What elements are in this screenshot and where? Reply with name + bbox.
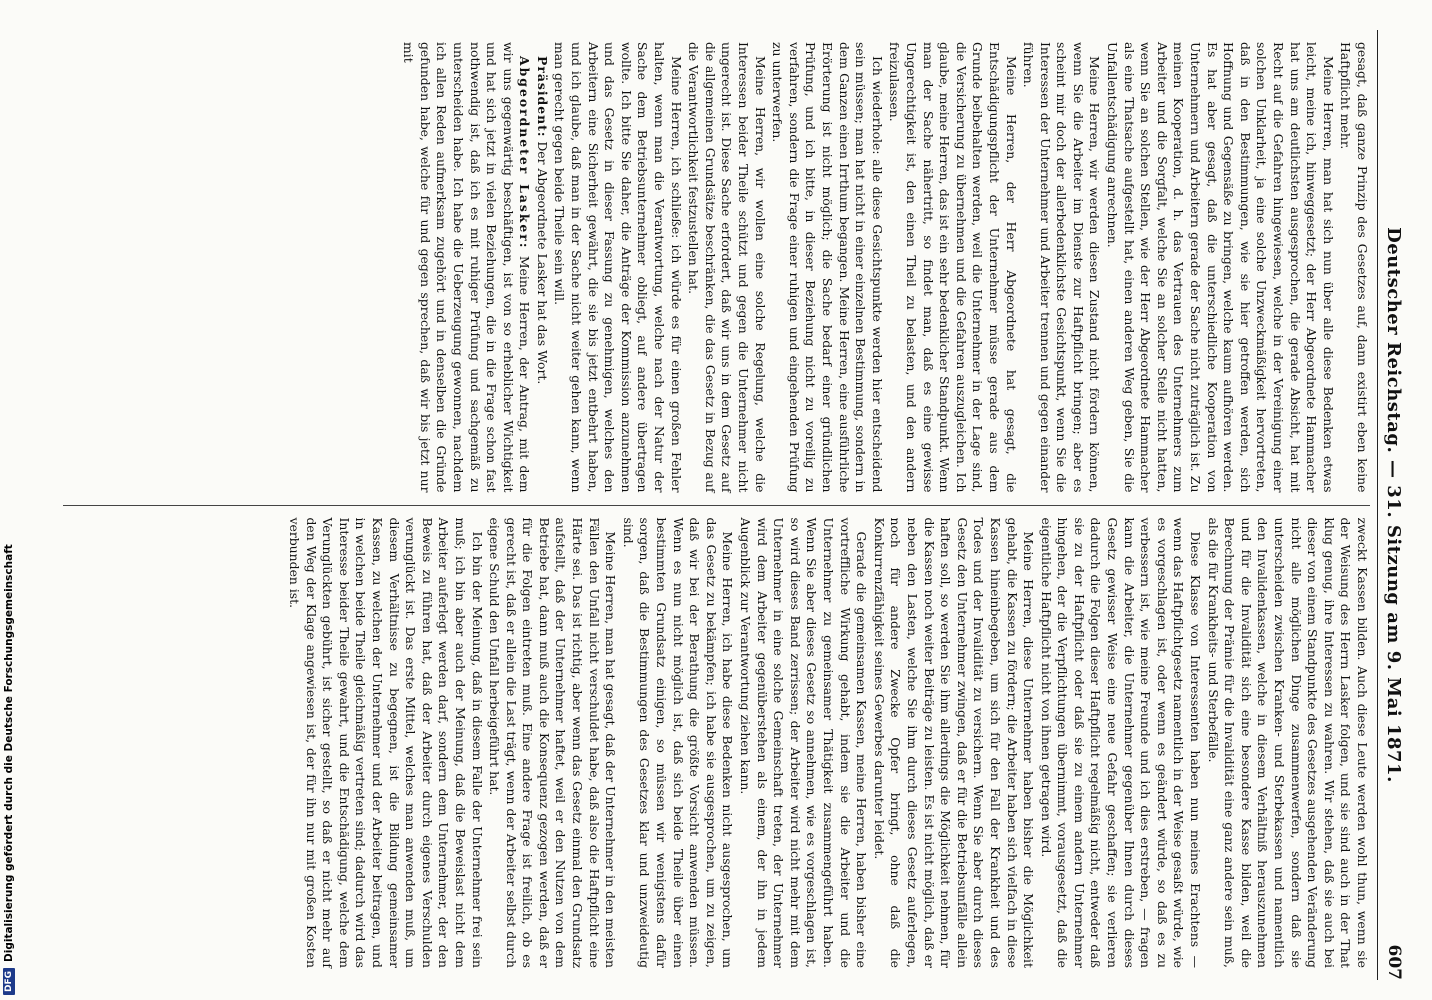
paragraph: Ich bin der Meinung, daß in diesem Falle der Unternehmer frei sein muß; ich bin aber auch der Meinung, daß die Beweislast nicht dem Arbeiter auferlegt werden darf, sondern dem Unternehmer, der den Beweis zu führen hat, daß der Arbeiter durch eigenes Verschulden verunglückt ist. Das erste Mittel, welches man anwenden muß, um diesem Verhältnisse zu begegnen, ist die Bildung gemeinsamer Kassen, zu welchen der Unternehmer und der Arbeiter beitragen, und in welchen beide Theile gleichmäßig vertreten sind; dadurch wird das Interesse beider Theile gewahrt, und die Entschädigung, welche dem Verunglückten gebührt, ist sicher gestellt, so daß er nicht mehr auf den Weg der Klage angewiesen ist, der für ihn nur mit großen Kosten verbunden ist. <box>287 517 485 968</box>
next-speaker-label: Abgeordneter Lasker: <box>517 56 533 250</box>
paragraph: Meine Herren, wir werden diesen Zustand nicht fördern können, wenn Sie die Arbeiter im Dienste zur Haftpflicht bringen; aber es scheint mir doch der allerbedenklichste Gesichtspunkt, wenn Sie die Interessen der Unternehmer und Arbeiter trennen und gegen einander führen. <box>1021 42 1103 493</box>
page-header <box>1377 30 1410 980</box>
speaker-label: Präsident: <box>534 56 550 138</box>
speaker-text: Der Abgeordnete Lasker hat das Wort. <box>534 141 550 385</box>
speaker-paragraph <box>400 42 533 493</box>
paragraph: Meine Herren, man hat gesagt, daß der Unternehmer in den meisten Fällen den Unfall nicht verschuldet habe, daß also die Haftpflicht eine Härte sei. Das ist richtig, aber wenn das Gesetz einmal den Grundsatz aufstellt, daß der Unternehmer haftet, weil er den Nutzen von dem Betriebe hat, dann muß auch die Konsequenz gezogen werden, daß er für die Folgen eintreten muß. Eine andere Frage ist freilich, ob es gerecht ist, daß er allein die Last trägt, wenn der Arbeiter selbst durch eigene Schuld den Unfall herbeigeführt hat. <box>487 517 619 968</box>
credit-text: Digitalisierung gefördert durch die Deutsche Forschungsgemeinschaft <box>3 544 15 962</box>
paragraph: Diese Klasse von Interessenten haben nun meines Erachtens — wenn das Haftpflichtgesetz namentlich in der Weise gesaßt würde, wie es vorgeschlagen ist, oder wenn es geändert würde, so daß es zu verbessern ist, wie meine Freunde und ich dies erstreben, — fragen kann die Arbeiter, die Unternehmer gegenüber Ihnen durch dieses Gesetz gewisser Weise eine neue Gefahr geschaffen; sie verlieren dadurch die Folgen dieser Haftpflicht regelmäßig nicht, entweder daß sie zu der Haftpflicht oder daß sie zu einem andern Unternehmer hingehen, der die Verpflichtungen übernimmt, vorausgesetzt, daß die eigentliche Haftpflicht nicht von ihnen getragen wird. <box>1038 517 1204 968</box>
paragraph: Meine Herren, man hat sich nun über alle diese Bedenken etwas leicht, meine ich, hinweggesetzt; der Herr Abgeordnete Hammacher hat uns am deutlichsten ausgesprochen, die gerade Absicht, hat mit Recht auf die Gefahren hingewiesen, welche in der Vereinigung einer solchen Unklarheit, ja eine solche Unzweckmäßigkeit hervortreten, daß in den Bestimmungen, wie sie hier getroffen werden, sich Hoffnung und Gegensäße zu bringen, welche kaum aufhören werden. Es hat aber gesagt, daß die unterschiedliche Kooperation von Unternehmern und Arbeitern gerade der Sache nicht zuträglich ist. Zu meinen Kooperation, d. h. das Vertrauen des Unternehmers zum Arbeiter und die Sorgfalt, welche Sie an solcher Stelle nicht hatten, wenn Sie an solchen Stellen, wie der Herr Abgeordnete Hammacher als eine Thatsache aufgestellt hat, einen anderen Weg geben, Sie die Unfallentschädigung anrechnen. <box>1105 42 1336 493</box>
dfg-logo-icon: DFG <box>3 968 15 995</box>
paragraph: Meine Herren, diese Unternehmer haben bisher die Möglichkeit gehabt, die Kassen zu fördern; die Arbeiter haben sich vielfach in diese Kassen hineinbegeben, um sich für den Fall der Krankheit und des Todes und der Invalidität zu versichern. Wenn Sie aber durch dieses Gesetz den Unternehmer zwingen, daß er für die Betriebsunfälle allein haften soll, so werden Sie ihm allerdings die Möglichkeit nehmen, für die Kassen noch weiter Beiträge zu leisten. Es ist nicht möglich, daß er neben den Lasten, welche Sie ihm durch dieses Gesetz auferlegen, noch für andere Zwecke Opfer bringt, ohne daß die Konkurrenzfähigkeit seines Gewerbes darunter leidet. <box>871 517 1037 968</box>
paragraph: Meine Herren, wir wollen eine solche Regelung, welche die Interessen beider Theile schützt und gegen die Unternehmer nicht ungerecht ist. Diese Sache erfordert, daß wir uns in dem Gesetz auf die allgemeinen Grundsätze beschränken, die das Gesetz in Bezug auf die Verantwortlichkeit festzustellen hat. <box>686 42 768 493</box>
page-number: 607 <box>1384 944 1404 980</box>
digitization-credit <box>2 544 16 995</box>
text-columns <box>63 30 1370 980</box>
next-speaker-text: Meine Herren, der Antrag, mit dem wir uns gegenwärtig beschäftigen, ist von so erheblicher Wichtigkeit und hat sich jetzt in vielen Beziehungen, die in die Frage schon fast nothwendig ist, daß ich es mit ruhiger Prüfung und sachgemäß zu unterscheiden habe. Ich habe die Ueberzeugung gewonnen, nachdem ich allen Reden aufmerksam zugehört und in denselben die Gründe gefunden habe, welche für und gegen sprechen, daß wir bis jetzt nur mit <box>401 42 533 493</box>
paragraph: Meine Herren, der Herr Abgeordnete hat gesagt, die Entschädigungspflicht der Unternehmer müsse gerade aus dem Grunde beibehalten werden, weil die Unternehmer in der Lage sind, die Versicherung zu übernehmen und die Gefahren auszugleichen. Ich glaube, meine Herren, das ist ein sehr bedenklicher Standpunkt. Wenn man der Sache nähertritt, so findet man, daß es eine gewisse Ungerechtigkeit ist, den einen Theil zu belasten, und den andern freizulassen. <box>887 42 1019 493</box>
paragraph: Ich wiederhole: alle diese Gesichtspunkte werden hier entscheidend sein müssen; man hat nicht in einer einzelnen Bestimmung, sondern in dem Ganzen einen Irrthum begangen. Meine Herren, eine ausführliche Erörterung ist nicht möglich; die Sache bedarf einer gründlichen Prüfung, und ich bitte, in dieser Beziehung nicht zu voreilig zu verfahren, sondern die Frage einer ruhigen und eingehenden Prüfung zu unterwerfen. <box>770 42 885 493</box>
paragraph: gesagt, daß ganze Prinzip des Gesetzes auf, dann existirt eben keine Haftpflicht mehr. <box>1338 42 1370 493</box>
column-left <box>63 30 1370 505</box>
running-title: Deutscher Reichstag. — 31. Sitzung am 9. Mai 1871. <box>1383 227 1405 783</box>
rotated-page-content <box>55 20 1410 990</box>
paragraph: zweckt Kassen bilden. Auch diese Leute werden wohl thun, wenn sie der Weisung des Herrn Lasker folgen, und sie sind auch in der That klug genug, ihre Interessen zu wahren. Wir stehen, daß sie auch bei dieser von einem Standpunkte des Gesetzes ausgehenden Veränderung nicht alle möglichen Dinge zusammenwerfen, sondern daß sie unterscheiden zwischen Kranken- und Sterbekassen und namentlich den Invalidenkassen, welche in diesem Verhältniß herauszunehmen und für die Invalidität sich eine besondere Kasse bilden, weil die Berechnung der Prämie für die Invalidität eine ganz andere sein muß, als die für Krankheits- und Sterbefälle. <box>1205 517 1370 968</box>
paragraph: Meine Herren, ich schließe: ich würde es für einen großen Fehler halten, wenn man die Verantwortung, welche nach der Natur der Sache dem Betriebsunternehmer obliegt, auf andere übertragen wollte. Ich bitte Sie daher, die Anträge der Kommission anzunehmen und das Gesetz in dieser Fassung zu genehmigen, welches den Arbeitern eine Sicherheit gewährt, die sie bis jetzt entbehrt haben, und ich glaube, daß man in der Sache nicht weiter gehen kann, wenn man gerecht gegen beide Theile sein will. <box>552 42 684 493</box>
column-right <box>63 505 1370 981</box>
speaker-paragraph <box>533 42 550 493</box>
paragraph: Meine Herren, ich habe diese Bedenken nicht ausgesprochen, um das Gesetz zu bekämpfen; ich habe sie ausgesprochen, um zu zeigen, daß wir bei der Berathung die größte Vorsicht anwenden müssen. Wenn es nun nicht möglich ist, daß sich beide Theile über einen bestimmten Grundsatz einigen, so müssen wir wenigstens dafür sorgen, daß die Bestimmungen des Gesetzes klar und unzweideutig sind. <box>620 517 736 968</box>
paragraph: Gerade die gemeinsamen Kassen, meine Herren, haben bisher eine vortreffliche Wirkung gehabt, indem sie die Arbeiter und die Unternehmer zu gemeinsamer Thätigkeit zusammengeführt haben. Wenn Sie aber dieses Gesetz so annehmen, wie es vorgeschlagen ist, so wird dieses Band zerrissen; der Arbeiter wird nicht mehr mit dem Unternehmer in eine solche Gemeinschaft treten, der Unternehmer wird dem Arbeiter gegenüberstehen als einem, der ihn in jedem Augenblick zur Verantwortung ziehen kann. <box>738 517 870 968</box>
